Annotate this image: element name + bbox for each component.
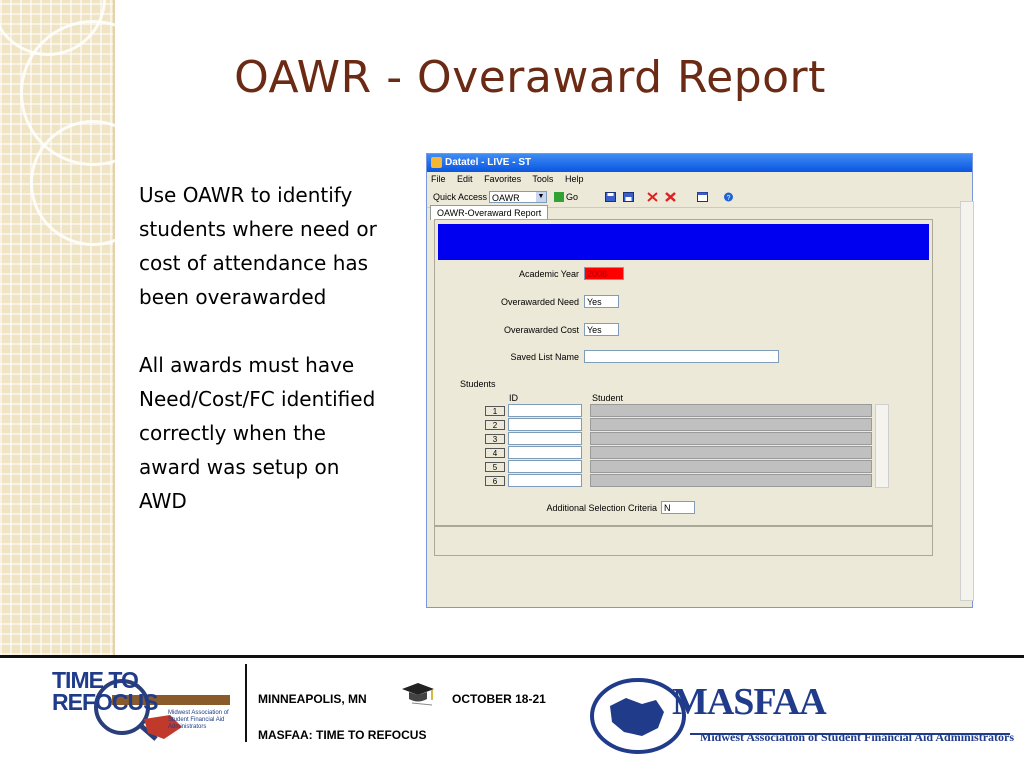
- svg-text:?: ?: [726, 195, 731, 202]
- footer-rule: [0, 655, 1024, 658]
- form-header-bar: [438, 224, 929, 260]
- time-to-refocus-text: TIME TO REFOCUS: [52, 667, 158, 715]
- cancel-icon[interactable]: [647, 192, 658, 202]
- graduation-cap-icon: [398, 681, 438, 707]
- footer-tagline: MASFAA: TIME TO REFOCUS: [258, 728, 427, 742]
- masfaa-name: MASFAA: [672, 681, 826, 723]
- help-icon[interactable]: [723, 192, 734, 202]
- menu-help[interactable]: Help: [564, 174, 584, 184]
- tab-strip: [430, 203, 548, 219]
- decorative-ring-bottom: [30, 120, 156, 246]
- window-scrollbar[interactable]: [960, 201, 974, 601]
- student-column-header: Student: [592, 393, 624, 403]
- student-id-cell[interactable]: [508, 446, 582, 459]
- bullet-1: Use OAWR to identify students where need or cost of attendance has been overawarded: [139, 183, 377, 309]
- quick-access-value: OAWR: [492, 193, 520, 203]
- menu-favorites[interactable]: Favorites: [484, 174, 522, 184]
- go-button[interactable]: [554, 191, 578, 203]
- student-name-cell: [590, 432, 872, 445]
- save-icon[interactable]: [605, 192, 616, 202]
- chevron-down-icon: ▼: [537, 193, 545, 200]
- save-all-icon[interactable]: [623, 192, 634, 202]
- row-number-button[interactable]: 4: [485, 448, 505, 458]
- app-icon: [431, 157, 442, 168]
- row-number-button[interactable]: 6: [485, 476, 505, 486]
- row-number-button[interactable]: 2: [485, 420, 505, 430]
- menu-tools[interactable]: Tools: [532, 174, 554, 184]
- cancel-all-icon[interactable]: [665, 192, 676, 202]
- additional-criteria-field[interactable]: N: [661, 501, 695, 514]
- go-arrow-icon: [554, 192, 564, 202]
- student-name-cell: [590, 474, 872, 487]
- row-number-button[interactable]: 1: [485, 406, 505, 416]
- quick-access-label: Quick Access: [433, 192, 488, 202]
- footer-location: MINNEAPOLIS, MN: [258, 692, 367, 706]
- overawarded-cost-field[interactable]: Yes: [584, 323, 619, 336]
- slide-title: OAWR - Overaward Report: [234, 52, 826, 103]
- masfaa-full-name: Midwest Association of Student Financial Aid Administrators: [700, 730, 1015, 744]
- tab-oawr[interactable]: OAWR-Overaward Report: [430, 205, 548, 220]
- footer-divider: [245, 664, 247, 742]
- window-title: Datatel - LIVE - ST: [445, 157, 532, 168]
- footer-dates: OCTOBER 18-21: [452, 692, 546, 706]
- student-name-cell: [590, 418, 872, 431]
- quick-access-select[interactable]: [489, 191, 547, 203]
- students-label: Students: [460, 379, 496, 389]
- overawarded-need-field[interactable]: Yes: [584, 295, 619, 308]
- student-id-cell[interactable]: [508, 432, 582, 445]
- student-name-cell: [590, 460, 872, 473]
- row-number-button[interactable]: 5: [485, 462, 505, 472]
- form-panel: [434, 219, 933, 526]
- menu-edit[interactable]: Edit: [457, 174, 473, 184]
- menu-bar: [427, 172, 972, 187]
- overawarded-need-label: Overawarded Need: [500, 297, 579, 307]
- ttr-subtext: Midwest Association of Student Financial Aid Administrators: [168, 710, 229, 730]
- student-name-cell: [590, 404, 872, 417]
- id-column-header: ID: [509, 393, 518, 403]
- window-titlebar: [427, 154, 972, 172]
- academic-year-field[interactable]: 2008: [584, 267, 624, 280]
- student-id-cell[interactable]: [508, 404, 582, 417]
- student-name-cell: [590, 446, 872, 459]
- menu-file[interactable]: File: [431, 174, 446, 184]
- slide-bullets: [139, 178, 389, 552]
- saved-list-label: Saved List Name: [510, 352, 579, 362]
- saved-list-field[interactable]: [584, 350, 779, 363]
- student-id-cell[interactable]: [508, 418, 582, 431]
- academic-year-label: Academic Year: [518, 269, 579, 279]
- status-panel: [434, 526, 933, 556]
- additional-criteria-label: Additional Selection Criteria: [546, 503, 657, 513]
- go-label: Go: [566, 192, 579, 202]
- student-id-cell[interactable]: [508, 460, 582, 473]
- app-window: [426, 153, 973, 608]
- bullet-2: All awards must have Need/Cost/FC identified correctly when the award was setup on AWD: [139, 353, 376, 513]
- window-icon[interactable]: [697, 192, 708, 202]
- student-id-cell[interactable]: [508, 474, 582, 487]
- row-number-button[interactable]: 3: [485, 434, 505, 444]
- students-scrollbar[interactable]: [875, 404, 889, 488]
- overawarded-cost-label: Overawarded Cost: [503, 325, 579, 335]
